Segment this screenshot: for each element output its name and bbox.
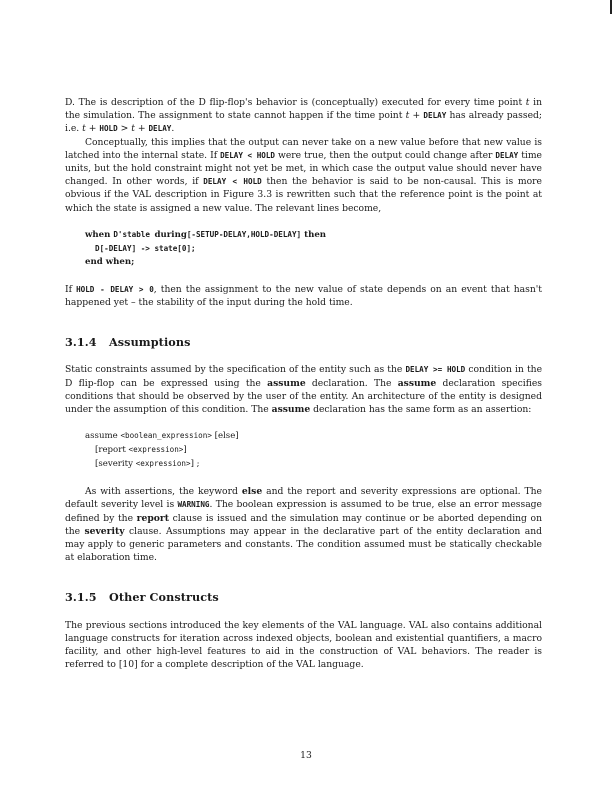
page-body xyxy=(65,96,542,671)
code-line: when D'stable during[-SETUP-DELAY,HOLD-DELAY] then xyxy=(85,229,327,240)
code-line: D[-DELAY] -> state[0]; xyxy=(95,243,196,253)
paragraph-severity: As with assertions, the keyword else and the report and severity expressions are optional. The default severity level is WARNING. The boolean expression is assumed to be true, else an error message defined by the report clause is issued and the simulation may continue or be aborted depending on the severity clause. Assumptions may appear in the declarative part of the entity declaration and may apply to generic parameters and constants. The condition assumed must be statically checkable at elaboration time. xyxy=(65,486,543,564)
paragraph-flipflop-behavior: D. The is description of the D flip-flop's behavior is (conceptually) executed for every time point t in the simulation. The assignment to state cannot happen if the time point t + DELAY has already passed; i.e. t + HOLD > t + DELAY. xyxy=(65,97,543,135)
code-block-assume xyxy=(85,429,542,471)
code-line: assume <boolean_expression> [else] xyxy=(85,431,239,442)
page-number: 13 xyxy=(300,750,312,761)
paragraph-other-constructs: The previous sections introduced the key elements of the VAL language. VAL also contains additional language constructs for iteration across indexed objects, boolean and existential quantifiers, a macro facility, and other high-level features to aid in the construction of VAL behaviors. The reader is referred to [10] for a complete description of the VAL language. xyxy=(65,619,542,671)
paragraph-hold-delay: If HOLD - DELAY > 0, then the assignment to the new value of state depends on an event that hasn't happened yet – the stability of the input during the hold time. xyxy=(65,283,542,309)
section-heading-assumptions: 3.1.4 Assumptions xyxy=(65,335,191,350)
code-line: end when; xyxy=(85,256,135,267)
code-line: [report <expression>] xyxy=(95,445,187,456)
code-block-when xyxy=(85,228,542,269)
paragraph-non-causal: Conceptually, this implies that the output can never take on a new value before that new value is latched into the internal state. If DELAY < HOLD were true, then the output could change after DELAY time units, but the hold constraint might not yet be met, in which case the output value should never have changed. In other words, if DELAY < HOLD then the behavior is said to be non-causal. This is more obvious if the VAL description in Figure 3.3 is rewritten such that the reference point is the point at which the state is assigned a new value. The relevant lines become, xyxy=(65,136,542,214)
code-line: [severity <expression>] ; xyxy=(95,459,200,470)
section-heading-other-constructs: 3.1.5 Other Constructs xyxy=(65,590,219,605)
paragraph-assume-declaration: Static constraints assumed by the specification of the entity such as the DELAY >= HOLD condition in the D flip-flop can be expressed using the assume declaration. The assume declaration specifies conditions that should be observed by the user of the entity. An architecture of the entity is designed under the assumption of this condition. The assume declaration has the same form as an assertion: xyxy=(65,364,543,416)
